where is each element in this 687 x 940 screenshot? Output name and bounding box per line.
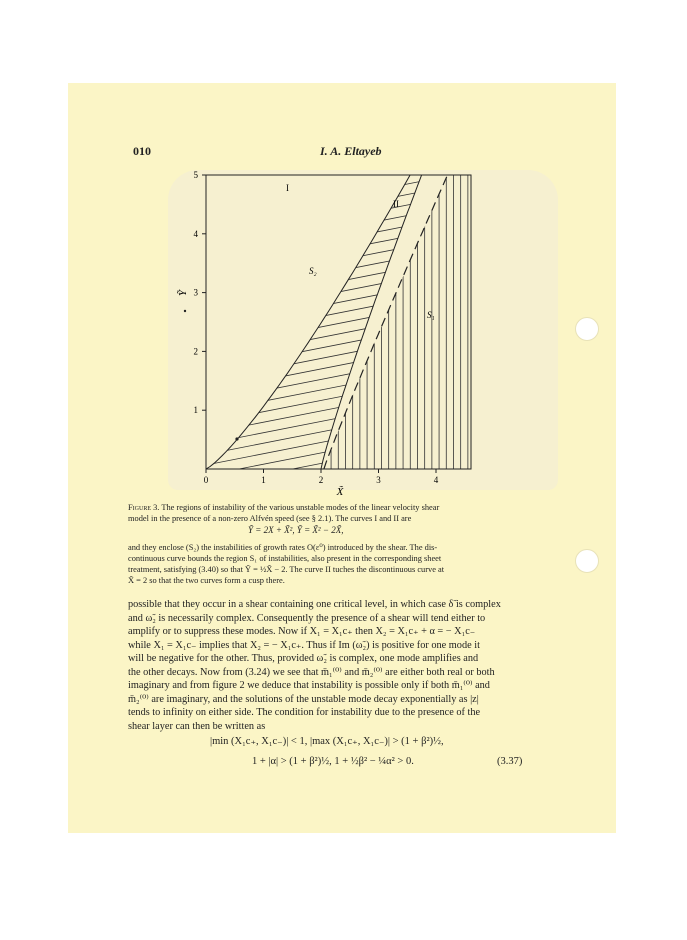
instability-figure [177, 165, 500, 498]
hatch-line [206, 214, 471, 266]
y-tick-label: 5 [193, 170, 198, 180]
hatch-line [206, 245, 471, 297]
equation-number: (3.37) [497, 756, 523, 767]
caption-line: continuous curve bounds the region S₁ of instabilities, also present in the corresponding sheet [128, 554, 442, 563]
dot-mark [235, 437, 238, 440]
hatch-line [206, 277, 471, 329]
hatch-line [206, 224, 471, 276]
discontinuous-curve [324, 175, 448, 469]
hatch-line [206, 298, 471, 350]
x-tick-label: 4 [433, 475, 439, 485]
x-tick-label: 2 [318, 475, 324, 485]
x-axis-ticks [204, 469, 439, 485]
body-line: while X₁ = X₁c₋ implies that X₂ = − X₁c₊. Thus if Im (ω̃₂) is positive for one mode it [128, 639, 480, 651]
body-line: and ω̃₂ is necessarily complex. Consequently the presence of a shear will tend either to [128, 612, 486, 624]
x-tick-label: 3 [376, 475, 381, 485]
caption-line: and they enclose (S₂) the instabilities of growth rates O(ε⁰) introduced by the shear. The dis- [128, 543, 438, 552]
x-axis-label: X̃ [336, 486, 344, 498]
body-line: shear layer can then be written as [128, 720, 266, 732]
hatch-line [206, 256, 471, 308]
y-tick-label: 3 [193, 287, 198, 298]
y-axis-label: Ỹ [177, 289, 189, 297]
running-head-author: I. A. Eltayeb [320, 144, 382, 158]
curve-two-label: II [393, 199, 399, 209]
hatch-line [206, 182, 471, 234]
caption-line: model in the presence of a non-zero Alfvén speed (see § 2.1). The curves I and II are [128, 514, 412, 523]
caption-continuation [128, 542, 538, 586]
hatch-line [206, 193, 471, 245]
x-tick-label: 1 [261, 475, 266, 485]
y-tick-label: 1 [193, 405, 198, 416]
curve-two [321, 175, 422, 469]
display-equation-line: 1 + |α| > (1 + β²)½, 1 + ½β² − ¼α² > 0. [252, 756, 414, 767]
caption-line: treatment, satisfying (3.40) so that Ỹ = ½X̃ − 2. The curve II tuches the discontinuous curve at [128, 565, 445, 574]
punch-hole [575, 317, 599, 341]
caption-equation: Ỹ = 2X + X̃², Ỹ = X̃² − 2X̃, [248, 525, 344, 535]
curve-one [206, 175, 410, 469]
plot-frame [206, 175, 471, 469]
hatch-line [206, 172, 471, 224]
body-line: m̄₂⁽⁰⁾ are imaginary, and the solutions of the unstable mode decay exponentially as |z| [128, 693, 479, 705]
hatch-line [206, 350, 471, 402]
hatch-line [206, 340, 471, 392]
caption-line: The regions of instability of the various unstable modes of the linear velocity shear [161, 503, 440, 512]
curve-one-label: I [286, 183, 289, 193]
body-line: the other decays. Now from (3.24) we see that m̄₁⁽⁰⁾ and m̄₂⁽⁰⁾ are either both real or both [128, 666, 495, 678]
body-line: amplify or to suppress these modes. Now if X₁ = X₁c₊ then X₂ = X₁c₊ + α = − X₁c₋ [128, 626, 476, 637]
caption-line: X̃ = 2 so that the two curves form a cusp there. [128, 576, 285, 585]
hatch-line [206, 203, 471, 255]
body-line: imaginary and from figure 2 we deduce that instability is possible only if both m̄₁⁽⁰⁾ and [128, 680, 490, 691]
hatch-line [206, 329, 471, 381]
x-tick-label: 0 [203, 475, 209, 485]
y-axis-ticks [194, 170, 207, 415]
hatch-line [206, 361, 471, 413]
region-s2-label: S₂ [309, 266, 317, 276]
caption-label: Figure 3. [128, 503, 160, 512]
body-line: possible that they occur in a shear containing one critical level, in which case δ̃ is complex [128, 599, 501, 610]
body-paragraph [128, 598, 538, 733]
punch-hole [575, 549, 599, 573]
display-equation-line: |min (X₁c₊, X₁c₋)| < 1, |max (X₁c₊, X₁c₋)| > (1 + β²)½, [210, 736, 444, 747]
hatch-line [206, 161, 471, 213]
y-tick-label: 2 [193, 346, 198, 357]
hatch-line [206, 371, 471, 423]
body-line: tends to infinity on either side. The condition for instability due to the presence of the [128, 707, 481, 718]
hatch-line [206, 235, 471, 287]
dot-mark [184, 310, 186, 312]
y-tick-label: 4 [193, 228, 198, 239]
hatch-line [206, 319, 471, 371]
figure-caption [128, 502, 538, 524]
body-line: will be negative for the other. Thus, provided ω̃₂ is complex, one mode amplifies and [128, 653, 479, 664]
page-number: 010 [133, 144, 151, 158]
region-s1-label: S₁ [427, 310, 435, 320]
